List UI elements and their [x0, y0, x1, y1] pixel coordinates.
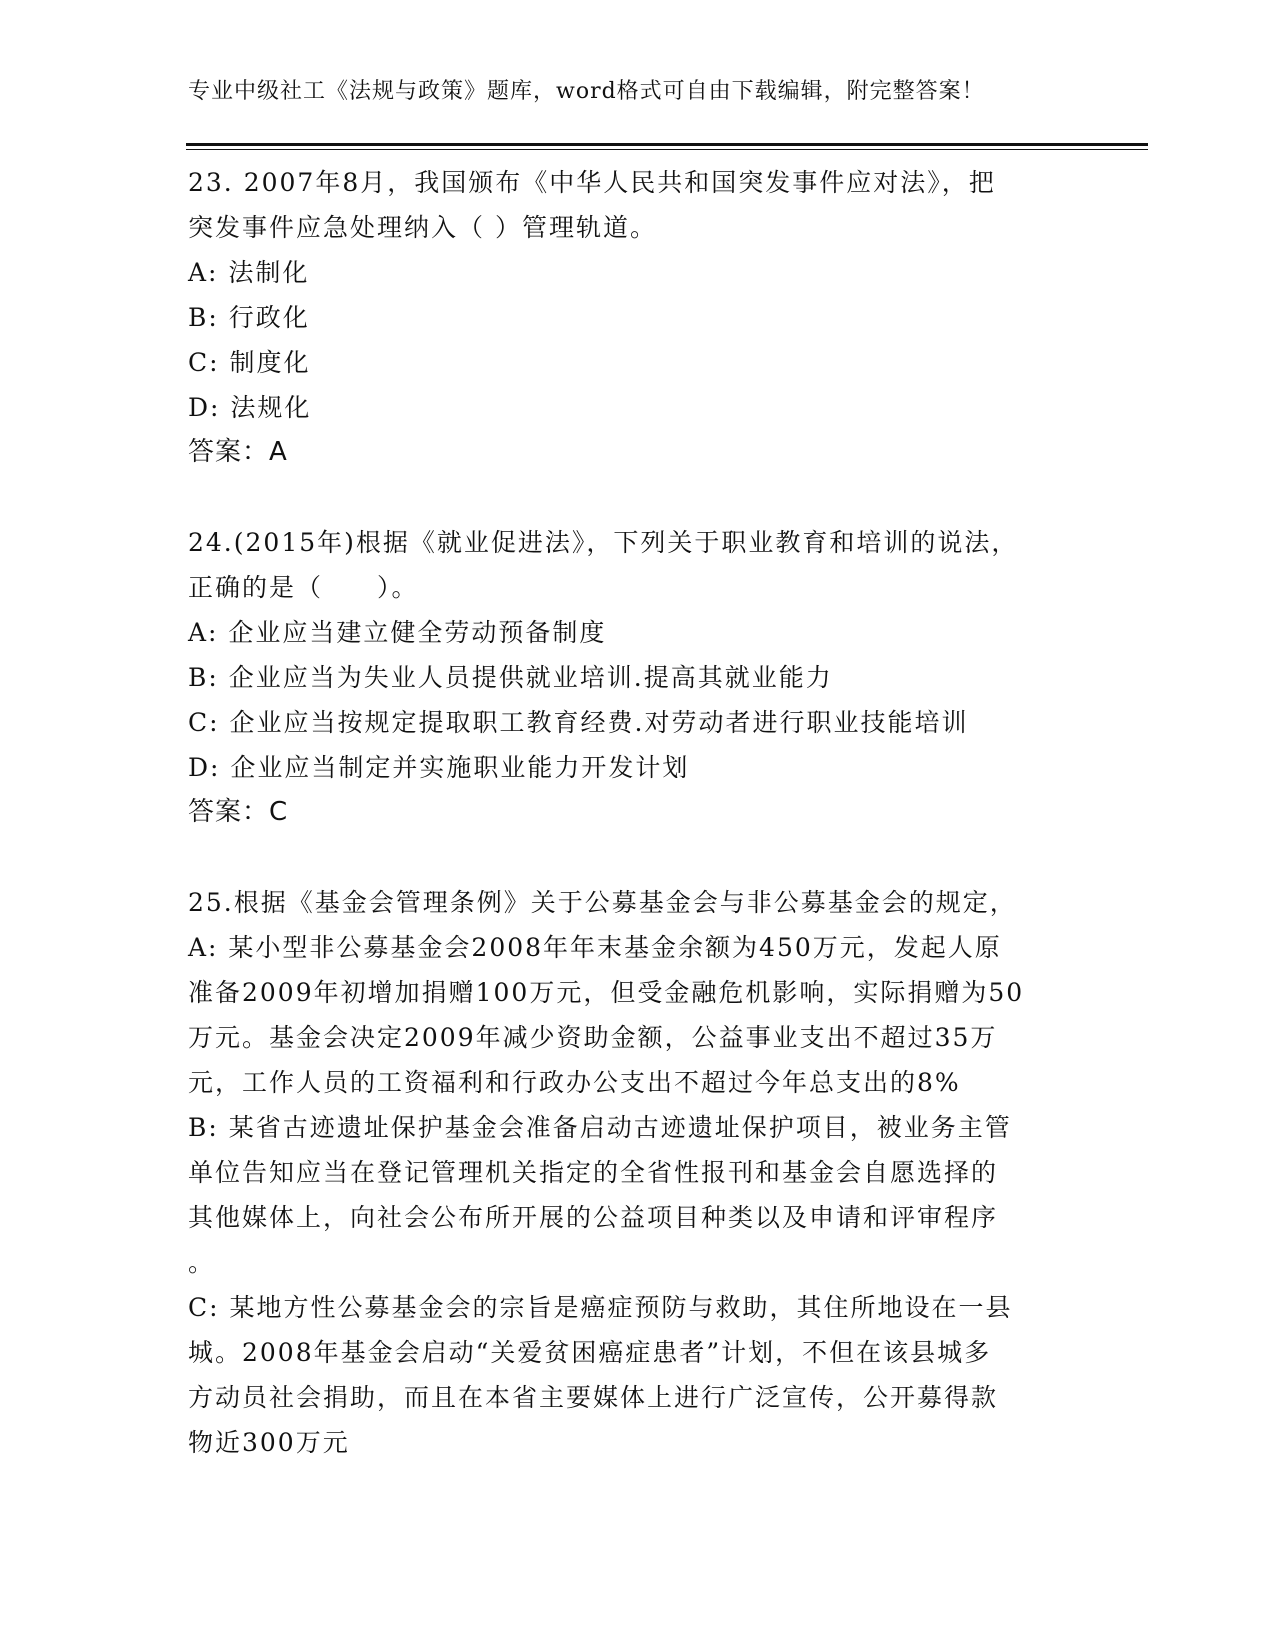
option-d: D: 企业应当制定并实施职业能力开发计划 — [188, 753, 690, 782]
option-a-line: A: 某小型非公募基金会2008年年末基金余额为450万元，发起人原 — [188, 933, 1002, 962]
option-b-line: 。 — [188, 1248, 216, 1277]
spacer — [188, 475, 1088, 520]
option-b-line: 单位告知应当在登记管理机关指定的全省性报刊和基金会自愿选择的 — [188, 1158, 999, 1187]
option-c: C: 企业应当按规定提取职工教育经费.对劳动者进行职业技能培训 — [188, 708, 969, 737]
page-header: 专业中级社工《法规与政策》题库，word格式可自由下载编辑，附完整答案！ — [188, 79, 985, 104]
question-stem: 突发事件应急处理纳入（ ）管理轨道。 — [188, 213, 657, 242]
option-c-line: 城。2008年基金会启动“关爱贫困癌症患者”计划，不但在该县城多 — [188, 1338, 992, 1367]
option-a: A: 法制化 — [188, 258, 310, 287]
option-c-line: 方动员社会捐助，而且在本省主要媒体上进行广泛宣传，公开募得款 — [188, 1383, 999, 1412]
question-25 — [188, 880, 1088, 1465]
option-c: C: 制度化 — [188, 348, 311, 377]
question-stem: 25.根据《基金会管理条例》关于公募基金会与非公募基金会的规定， — [188, 888, 1017, 917]
option-b: B: 企业应当为失业人员提供就业培训.提高其就业能力 — [188, 663, 833, 692]
option-a-line: 万元。基金会决定2009年减少资助金额，公益事业支出不超过35万 — [188, 1023, 998, 1052]
option-a: A: 企业应当建立健全劳动预备制度 — [188, 618, 607, 647]
header-divider — [186, 143, 1148, 150]
answer: 答案：A — [188, 437, 288, 467]
question-23 — [188, 160, 1088, 475]
option-b-line: 其他媒体上，向社会公布所开展的公益项目种类以及申请和评审程序 — [188, 1203, 999, 1232]
option-b-line: B: 某省古迹遗址保护基金会准备启动古迹遗址保护项目，被业务主管 — [188, 1113, 1012, 1142]
question-stem: 23. 2007年8月，我国颁布《中华人民共和国突发事件应对法》，把 — [188, 168, 996, 197]
option-a-line: 元，工作人员的工资福利和行政办公支出不超过今年总支出的8% — [188, 1068, 961, 1097]
question-stem: 正确的是（ ）。 — [188, 573, 419, 602]
option-d: D: 法规化 — [188, 393, 312, 422]
option-c-line: C: 某地方性公募基金会的宗旨是癌症预防与救助，其住所地设在一县 — [188, 1293, 1013, 1322]
option-a-line: 准备2009年初增加捐赠100万元，但受金融危机影响，实际捐赠为50 — [188, 978, 1025, 1007]
option-b: B: 行政化 — [188, 303, 310, 332]
option-c-line: 物近300万元 — [188, 1428, 350, 1457]
document-body — [188, 160, 1088, 1465]
spacer — [188, 835, 1088, 880]
question-24 — [188, 520, 1088, 835]
question-stem: 24.(2015年)根据《就业促进法》，下列关于职业教育和培训的说法， — [188, 528, 1019, 557]
answer: 答案：C — [188, 797, 289, 827]
